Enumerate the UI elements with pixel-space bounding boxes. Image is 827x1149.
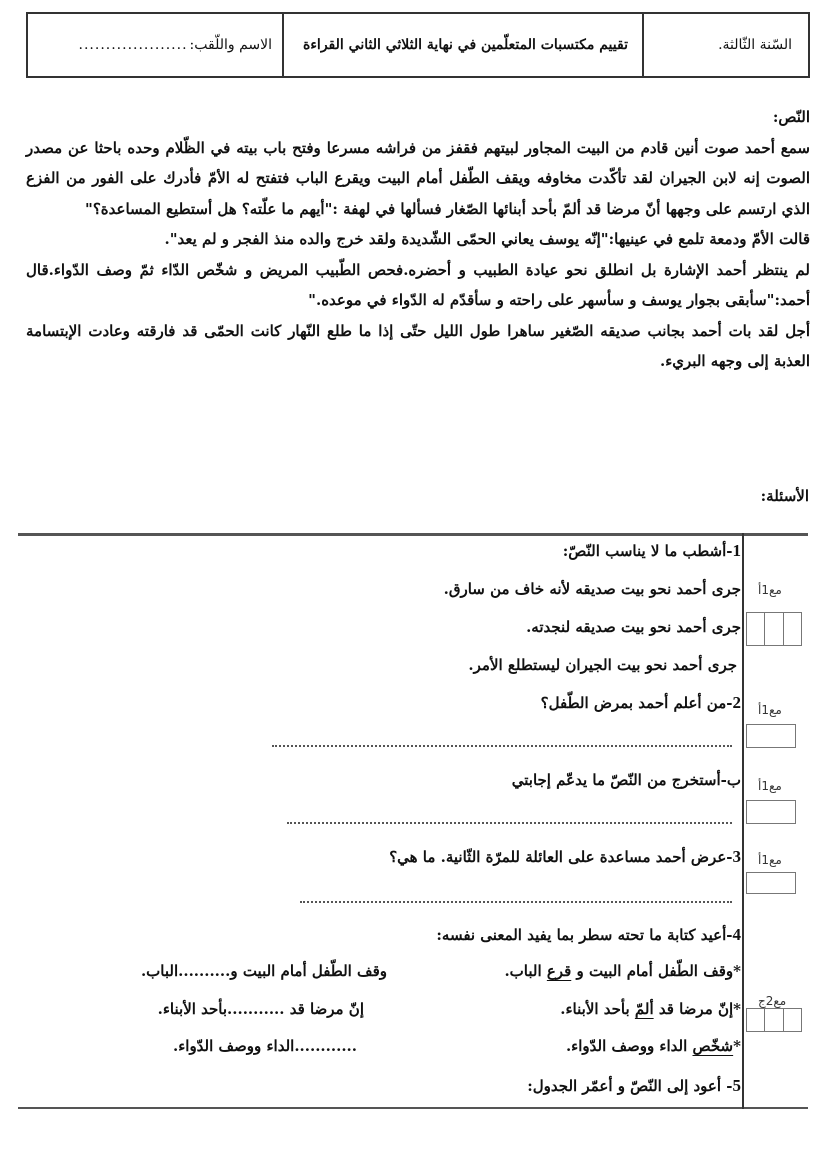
question-prompt: -أشطب ما لا يناسب النّصّ: [562, 542, 733, 560]
rewrite-source-2 [560, 1000, 741, 1018]
rewrite-answer-1[interactable]: وقف الطّفل أمام البيت و..........الباب. [140, 962, 387, 980]
passage-paragraph: قالت الأمّ ودمعة تلمع في عينيها:"إنّه يوسف يعاني الحمّى الشّديدة ولقد خرج والده منذ الفجر و لم يعد". [164, 230, 810, 248]
sentence-part: وقف الطّفل أمام البيت و [571, 962, 734, 980]
star-marker: * [733, 1037, 741, 1055]
sentence-part: الداء ووصف الدّواء. [565, 1037, 693, 1055]
option-2[interactable]: جرى أحمد نحو بيت صديقه لنجدته. [526, 618, 741, 636]
grade-box[interactable] [746, 800, 796, 824]
grade-mark: مع1أ [758, 779, 782, 793]
question-2 [541, 693, 741, 713]
exam-title: تقييم مكتسبات المتعلّمين في نهاية الثلاثي الثاني القراءة [282, 14, 642, 76]
name-label: الاسم واللّقب: [189, 37, 272, 53]
answer-line[interactable] [300, 901, 732, 903]
passage-paragraph: سمع أحمد صوت أنين قادم من البيت المجاور لبيتهم فقفز من فراشه مسرعا وفتح باب بيته في الظّلام وحده باحثا عن مصدر الصوت إنه لابن الجيران لقد تأكّدت مخاوفه ويقف الطّفل أمام البيت ويقرع الباب فتفتح له الأمّ فأدرك على الفور من الفزع الذي ارتسم على وجهها أنّ مرضا قد ألمّ بأحد أبنائها الصّغار فسألها في لهفة :"أيهم ما علّته؟ هل أستطيع المساعدة؟" [26, 138, 810, 218]
passage-paragraph: لم ينتظر أحمد الإشارة بل انطلق نحو عيادة الطبيب و أحضره.فحص الطّبيب المريض و شخّص الدّاء ثمّ وصف الدّواء.قال أحمد:"سأبقى بجوار يوسف و سأسهر على راحته و سأقدّم له الدّواء في موعده." [26, 260, 810, 309]
question-3 [389, 847, 741, 867]
passage-paragraph: أجل لقد بات أحمد بجانب صديقه الصّغير ساهرا طول الليل حتّى إذا ما طلع النّهار كانت الحمّى قد فارقته وعادت الإبتسامة العذبة إلى وجهه البريء. [26, 321, 810, 370]
option-3[interactable]: جرى أحمد نحو بيت الجيران ليستطلع الأمر. [468, 656, 737, 674]
grade-boxes[interactable] [746, 612, 802, 646]
question-1 [563, 541, 741, 561]
questions-heading: الأسئلة: [760, 487, 809, 505]
question-number: 3 [732, 847, 741, 866]
question-prompt: -عرض أحمد مساعدة على العائلة للمرّة الثّانية. ما هي؟ [389, 848, 733, 866]
grade-mark: مع1أ [758, 853, 782, 867]
option-1[interactable]: جرى أحمد نحو بيت صديقه لأنه خاف من سارق. [443, 580, 741, 598]
star-marker: * [733, 1000, 741, 1018]
underlined-word: شخّص [692, 1037, 734, 1055]
grade-box[interactable] [746, 872, 796, 894]
reading-passage [26, 102, 810, 377]
answer-line[interactable] [287, 822, 732, 824]
grade-mark: مع1أ [758, 703, 782, 717]
question-number: 5 [732, 1076, 741, 1095]
underlined-word: ألمّ [634, 1000, 654, 1018]
star-marker: * [733, 962, 741, 980]
student-name-field[interactable] [28, 14, 282, 76]
margin-divider [742, 533, 744, 1109]
grade-boxes[interactable] [746, 1008, 802, 1032]
rewrite-source-3 [566, 1037, 741, 1055]
question-number: 2 [732, 693, 741, 712]
grade-mark: مع1أ [758, 583, 782, 597]
rewrite-answer-2[interactable]: إنّ مرضا قد ...........بأحد الأبناء. [157, 1000, 364, 1018]
name-dots: .................... [78, 37, 188, 53]
question-number: 4 [732, 925, 741, 944]
question-5 [527, 1076, 741, 1096]
question-4 [436, 925, 741, 945]
passage-label: النّص: [772, 108, 810, 126]
grade-box[interactable] [746, 724, 796, 748]
underlined-word: قرع [546, 962, 572, 980]
grade-level: السّنة الثّالثة. [642, 14, 808, 76]
question-prompt: -من أعلم أحمد بمرض الطّفل؟ [540, 694, 733, 712]
question-number: 1 [732, 541, 741, 560]
grade-mark: مع2ج [758, 994, 787, 1008]
rewrite-source-1 [504, 962, 741, 980]
sentence-part: الباب. [504, 962, 547, 980]
question-prompt: -أعيد كتابة ما تحته سطر بما يفيد المعنى نفسه: [436, 926, 733, 944]
question-prompt: - أعود إلى النّصّ و أعمّر الجدول: [527, 1077, 733, 1095]
sentence-part: بأحد الأبناء. [560, 1000, 635, 1018]
sentence-part: إنّ مرضا قد [653, 1000, 734, 1018]
header-table [26, 12, 810, 78]
rewrite-answer-3[interactable]: ............الداء ووصف الدّواء. [173, 1037, 357, 1055]
question-2b: ب-أستخرج من النّصّ ما يدعّم إجابتي [511, 771, 741, 789]
answer-line[interactable] [272, 745, 732, 747]
